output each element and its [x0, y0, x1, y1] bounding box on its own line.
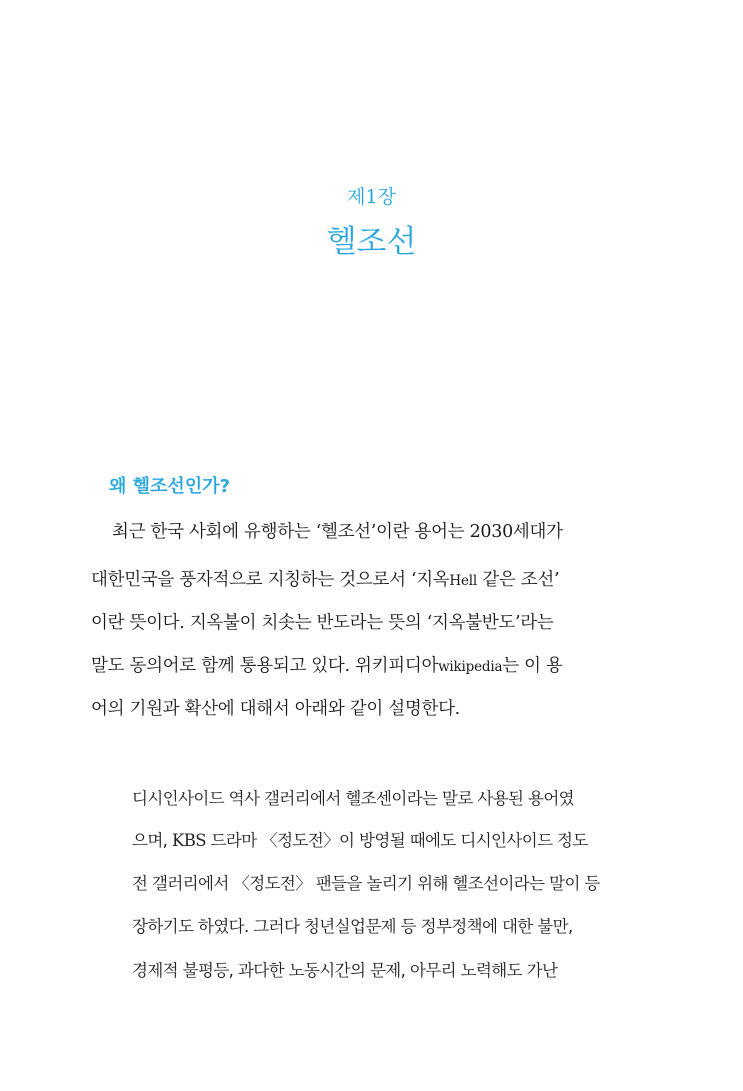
chapter-title: 헬조선: [326, 224, 417, 260]
quote-text: 경제적 불평등, 과다한 노동시간의 문제, 아무리 노력해도 가난: [132, 961, 558, 980]
quote-line-5: [132, 957, 624, 981]
paragraph-gloss: wikipedia: [438, 659, 503, 675]
section-heading: 왜 헬조선인가?: [109, 476, 231, 497]
quote-line-2: [132, 827, 624, 851]
paragraph-text: 이란 뜻이다. 지옥불이 치솟는 반도라는 뜻의 ‘지옥불반도’라는: [91, 613, 554, 633]
paragraph-text: 어의 기원과 확산에 대해서 아래와 같이 설명한다.: [91, 699, 460, 719]
paragraph-line-2: [91, 566, 621, 591]
paragraph-line-3: [91, 609, 621, 634]
quote-text: 디시인사이드 역사 갤러리에서 헬조센이라는 말로 사용된 용어였: [132, 789, 575, 808]
quote-text: 드라마 〈정도전〉이 방영될 때에도 디시인사이드 정도: [205, 831, 588, 850]
paragraph-line-4: [91, 652, 621, 677]
paragraph-text: 대한민국을 풍자적으로 지칭하는 것으로서 ‘지옥: [91, 570, 450, 590]
quote-line-4: [132, 913, 624, 937]
quote-line-3: [132, 870, 624, 894]
quote-text: 으며,: [132, 831, 172, 850]
paragraph-text: 는 이 용: [502, 656, 563, 676]
paragraph-gloss: Hell: [449, 573, 478, 589]
chapter-number: 제1장: [347, 186, 396, 208]
quote-text: 장하기도 하였다. 그러다 청년실업문제 등 정부정책에 대한 불만,: [132, 917, 573, 936]
paragraph-text: 최근 한국 사회에 유행하는 ‘헬조선’이란 용어는 2030세대가: [112, 522, 563, 542]
paragraph-line-1: [112, 518, 642, 543]
quote-line-1: [132, 785, 624, 809]
paragraph-line-5: [91, 695, 621, 720]
paragraph-text: 같은 조선’: [477, 570, 560, 590]
paragraph-text: 말도 동의어로 함께 통용되고 있다. 위키피디아: [91, 656, 439, 676]
quote-abbreviation: KBS: [171, 831, 206, 850]
quote-text: 전 갤러리에서 〈정도전〉 팬들을 놀리기 위해 헬조선이라는 말이 등: [132, 874, 600, 893]
